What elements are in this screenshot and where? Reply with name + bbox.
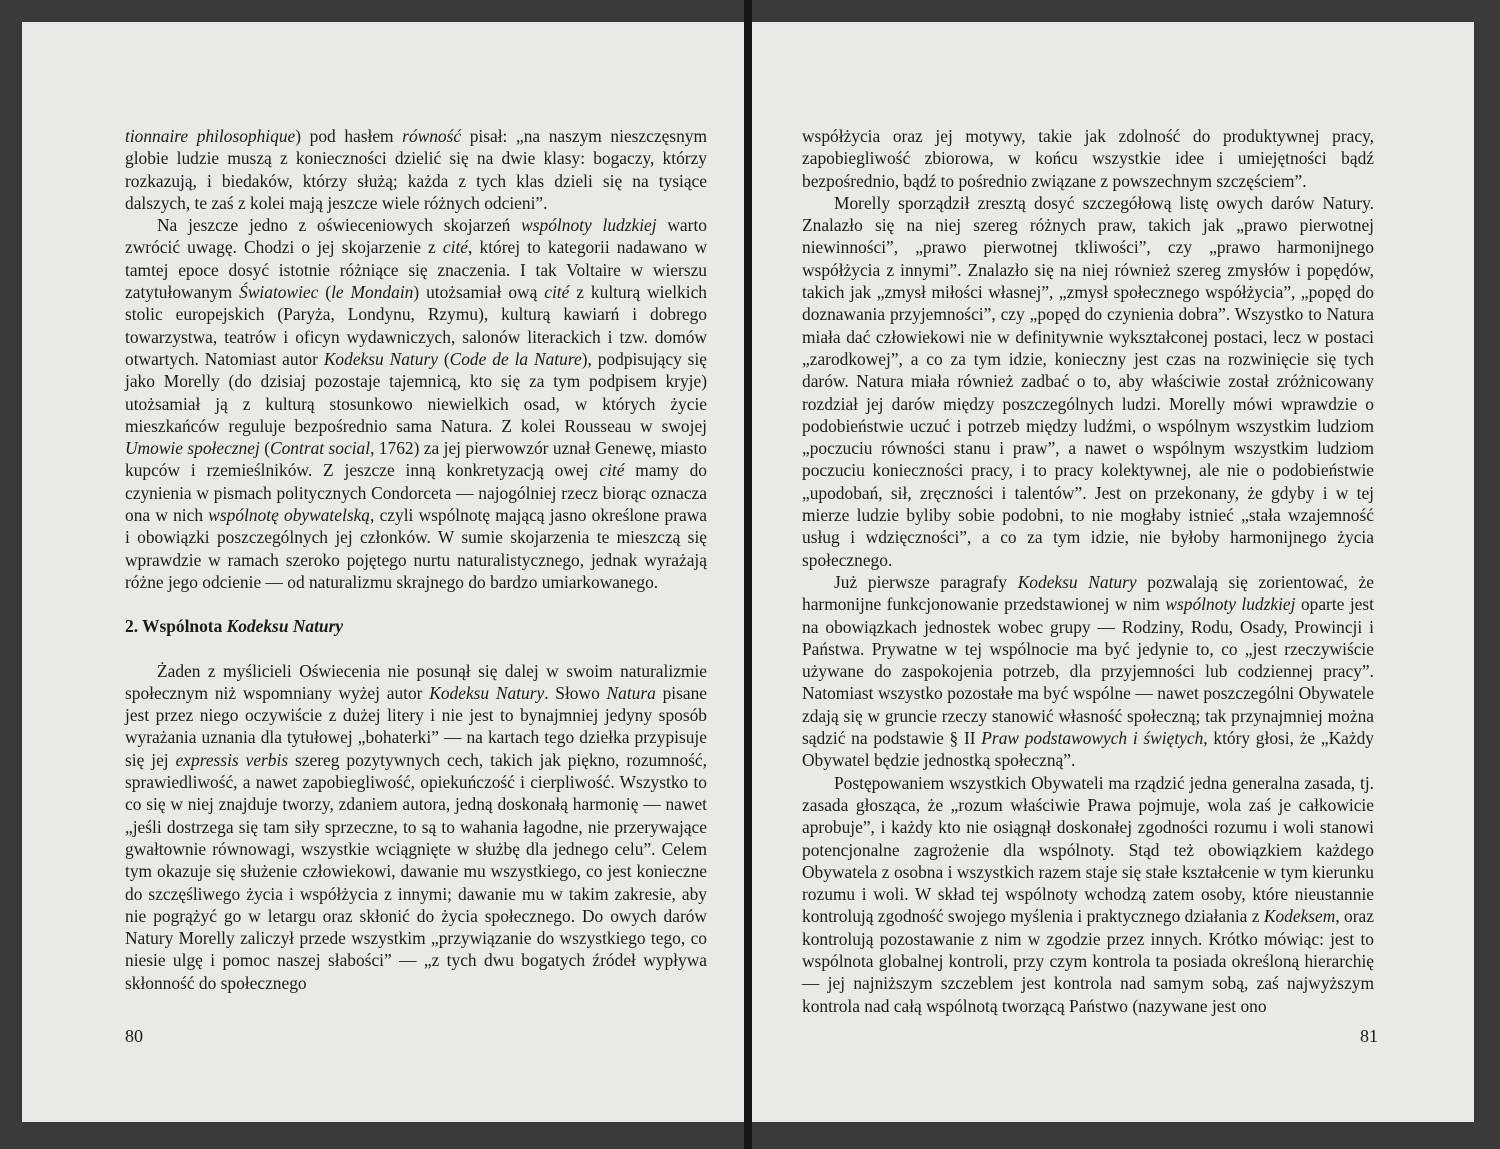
text-run: warto zwrócić uwagę. Chodzi o jej skojarzenie z [125,215,707,258]
italic-text: Natura [606,682,656,703]
italic-text: wspólnotę obywatelską [208,505,370,526]
section-heading-number: 2. Wspólnota [125,616,227,637]
text-run: ) utożsamiał ową [413,282,545,303]
italic-text: Światowiec [239,282,319,303]
italic-text: tionnaire philosophique [125,126,296,146]
text-run: pisał: „na naszym nieszczęsnym globie ludzie muszą z konieczności dzielić się na dwie klasy: bogaczy, którzy rozkazują, i biedaków, którzy służą; każda z tych klas dzieli się na tysiące dalszych, te zaś z kolei mają jeszcze wiele różnych odcieni”. [125,126,707,213]
text-run: , który głosi, że „Każdy Obywatel będzie jednostką społeczną”. [802,728,1374,771]
italic-text: Umowie społecznej [125,438,260,459]
text-run: Już pierwsze paragrafy [834,571,1018,592]
italic-text: Kodeksem [1263,906,1336,927]
text-run: . Słowo [544,682,607,703]
text-run: szereg pozytywnych cech, takich jak piękno, rozumność, sprawiedliwość, a nawet zapobiegliwość, opiekuńczość i cierpliwość. Wszystko to co się w niej znajduje tworzy, zdaniem autora, jedną doskonałą harmonię — nawet „jeśli dostrzega się tam siły sprzeczne, to są to wahania łagodne, nie przerywające gwałtownie równowagi, wszystkie wciągnięte w służbę dla jednego celu”. Celem tym okazuje się służenie człowiekowi, dawanie mu wszystkiego, co jest konieczne do szczęśliwego życia i współżycia z innymi; dawanie mu w takim zakresie, aby nie pogrążyć go w letargu oraz skłonić do życia społecznego. Do owych darów Natury Morelly zaliczył przede wszystkim „przywiązanie do wszystkiego tego, co niesie ulgę i pomoc naszej słabości” — „z tych dwu bogatych źródeł wypływa skłonność do społecznego [125,749,707,993]
text-run: współżycia oraz jej motywy, takie jak zdolność do produktywnej pracy, zapobiegliwość zbiorowa, w końcu wszystkie idee i umiejętności bądź bezpośrednio, bądź to pośrednio związane z powszechnym szczęściem”. [802,126,1374,191]
paragraph [802,125,1374,192]
text-run: ) pod hasłem [295,126,403,146]
italic-text: cité [599,460,625,481]
text-run: , czyli wspólnotę mającą jasno określone prawa i obowiązki poszczególnych jej członków. W sumie skojarzenia te mieszczą się wprawdzie w ramach szeroko pojętego nurtu naturalistycznego, jednak wyrażają różne jego odcienie — od naturalizmu skrajnego do bardzo umiarkowanego. [125,505,707,592]
paragraph [125,214,707,593]
paragraph [125,660,707,994]
italic-text: le Mondain [331,282,414,303]
section-heading [125,615,707,637]
left-paragraphs [125,125,707,593]
italic-text: równość [402,126,462,146]
text-run: ( [259,438,270,459]
italic-text: wspólnoty ludzkiej [1165,594,1296,615]
text-run: ( [437,348,450,369]
paragraph [802,192,1374,571]
text-run: ( [318,282,332,303]
page-number-right: 81 [1360,1026,1378,1046]
paragraph [802,772,1374,1017]
left-page [22,22,744,1122]
right-page-text [802,125,1374,1017]
italic-text: cité [442,237,469,258]
text-run: , której to kategorii nadawano w tamtej epoce dosyć istotnie różniące się znaczenia. I tak Voltaire w wierszu zatytułowanym [125,237,707,303]
paragraph [802,571,1374,772]
left-paragraphs-after-heading [125,660,707,994]
text-run: oparte jest na obowiązkach jednostek wobec grupy — Rodziny, Rodu, Osady, Prowincji i Państwa. Prywatne w tej wspólnocie ma być jedynie to, co „jest rzeczywiście używane do zaspokojenia potrzeb, dla przyjemności lub codziennej pracy”. Natomiast wszystko pozostałe ma być wspólne — nawet poszczególni Obywatele zdają się w gruncie rzeczy stanowić własność społeczną; tak przynajmniej można sądzić na podstawie § II [802,594,1374,749]
right-paragraphs [802,125,1374,1017]
italic-text: Contrat social [270,438,371,459]
text-run: Postępowaniem wszystkich Obywateli ma rządzić jedna generalna zasada, tj. zasada głosząca, że „rozum właściwie Prawa pojmuje, wola zaś je całkowicie aprobuje”, i każdy kto nie osiągnął doskonałej zgodności rozumu i woli stanowi potencjonalne zagrożenie dla wspólnoty. Stąd też obowiązkiem każdego Obywatela z osobna i wszystkich razem staje się stałe kształcenie w tym kierunku rozumu i woli. W skład tej wspólnoty wchodzą zatem osoby, które nieustannie kontrolują zgodność swojego myślenia i praktycznego działania z [802,772,1374,927]
text-run: , oraz kontrolują pozostawanie z nim w zgodzie przez innych. Krótko mówiąc: jest to wspólnota globalnej kontroli, przy czym kontrola ta posiada określoną hierarchię — jej najniższym szczeblem jest kontrola nad samym sobą, zaś najwyższym kontrola nad całą wspólnotą tworzącą Państwo (nazywane jest ono [802,906,1374,1016]
italic-text: Kodeksu Natury [429,682,545,703]
text-run: , 1762) za jej pierwowzór uznał Genewę, miasto kupców i rzemieślników. Z jeszcze inną konkretyzacją owej [125,438,707,481]
paragraph [125,125,707,214]
text-run: z kulturą wielkich stolic europejskich (Paryża, Londynu, Rzymu), kulturą kawiarń i dobrego towarzystwa, teatrów i oficyn wydawniczych, salonów literackich i tzw. domów otwartych. Natomiast autor [125,282,707,369]
italic-text: expressis verbis [175,749,289,770]
italic-text: Kodeksu Natury [1017,571,1137,592]
italic-text: Praw podstawowych i świętych [981,728,1204,749]
book-spine [744,0,752,1149]
text-run: mamy do czynienia w pismach politycznych Condorceta — najogólniej rzecz biorąc oznacza ona w nich [125,460,708,526]
text-run: Morelly sporządził zresztą dosyć szczegółową listę owych darów Natury. Znalazło się na niej szereg różnych praw, takich jak „prawo pierwotnej niewinności”, „prawo pierwotnej tkliwości”, czy „prawo harmonijnego współżycia z innymi”. Znalazło się na niej również szereg zmysłów i popędów, takich jak „zmysł miłości własnej”, „zmysł społecznego współżycia”, „popęd do doznawania przyjemności”, czy „popęd do czynienia dobra”. Wszystko to Natura miała dać człowiekowi nie w definitywnie wykształconej postaci, lecz w postaci „zarodkowej”, a co za tym idzie, konieczny jest czas na rozwinięcie się tych darów. Natura miała również zadbać o to, aby właściwie został zróżnicowany rozdział jej darów między poszczególnych ludzi. Morelly mówi wprawdzie o podobieństwie uczuć i potrzeb między ludźmi, o wspólnym wszystkim ludziom „poczuciu równości stanu i praw”, a nawet o wspólnym wszystkim ludziom poczuciu konieczności pracy, i to pracy kolektywnej, ale nie o podobieństwie „upodobań, sił, zręczności i talentów”. Jest on przekonany, że gdyby i w tej mierze ludzie byliby sobie podobni, to nie mogłaby istnieć „stała wzajemność usług i wdzięczności”, a co za tym idzie, nie byłoby harmonijnego życia społecznego. [802,192,1374,570]
right-page [752,22,1474,1122]
italic-text: wspólnoty ludzkiej [521,215,657,236]
text-run: ), podpisujący się jako Morelly (do dzisiaj pozostaje tajemnicą, kto się za tym podpisem kryje) utożsamiał ją z kulturą stosunkowo niewielkich osad, w których życie mieszkańców reguluje bezpośrednio sama Natura. Z kolei Rousseau w swojej [125,348,707,436]
text-run: pisane jest przez niego oczywiście z dużej litery i nie jest to bynajmniej jedyny sposób wyrażania uznania dla tytułowej „bohaterki” — na kartach tego dziełka przypisuje się jej [125,682,708,770]
text-run: Żaden z myślicieli Oświecenia nie posunął się dalej w swoim naturalizmie społecznym niż wspomniany wyżej autor [125,660,707,703]
section-heading-title: Kodeksu Natury [226,616,344,637]
text-run: Na jeszcze jedno z oświeceniowych skojarzeń [157,215,522,236]
text-run: pozwalają się zorientować, że harmonijne funkcjonowanie przedstawionej w nim [802,571,1374,615]
italic-text: Kodeksu Natury [323,348,438,369]
left-page-text [125,125,707,994]
page-number-left: 80 [125,1026,143,1046]
italic-text: Code de la Nature [449,348,582,369]
italic-text: cité [544,282,570,303]
